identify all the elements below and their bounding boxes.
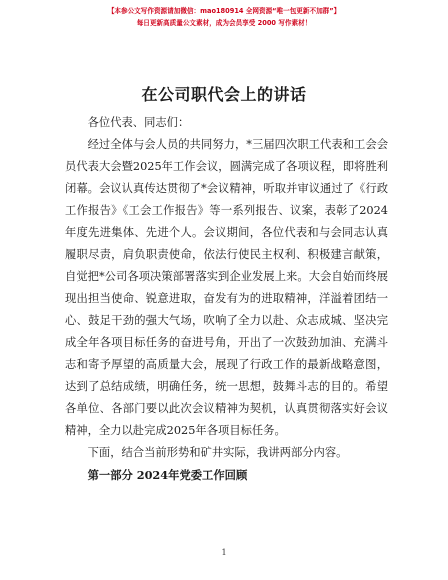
greeting: 各位代表、同志们： bbox=[87, 116, 190, 129]
paragraph-1: 经过全体与会人员的共同努力，*三届四次职工代表和工会会员代表大会暨2025年工作会议，圆满完成了各项议程，即将胜利闭幕。会议认真传达贯彻了*会议精神，听取并审议通过了《行政工作报告》《工会工作报告》等一系列报告、议案，表彰了2024年度先进集体、先进个人。会议期间，各位代表和与会同志认真履职尽责，肩负职责使命，依法行使民主权利、积极建言献策，自觉把*公司各项决策部署落实到企业发展上来。大会自始而终展现出担当使命、锐意进取，奋发有为的进取精神，洋溢着团结一心、鼓足干劲的强大气场，吹响了全力以赴、众志成城、坚决完成全年各项目标任务的奋进号角，开出了一次鼓劲加油、充满斗志和寄予厚望的高质量大会，展现了行政工作的最新战略意图，达到了总结成绩，明确任务，统一思想，鼓舞斗志的目的。希望各单位、各部门要以此次会议精神为契机，认真贯彻落实好会议精神，全力以赴完成2025年各项目标任务。 bbox=[65, 138, 388, 437]
promo-banner-line-1: 【本参公文写作资源请加微信：mao180914 全网资源“唯一包更新不加群”】 bbox=[107, 7, 341, 15]
page-number: 1 bbox=[221, 548, 227, 557]
promo-banner-line-2: 每日更新高质量公文素材，成为会员享受 2000 写作素材！ bbox=[136, 19, 312, 27]
paragraph-2: 下面，结合当前形势和矿井实际，我讲两部分内容。 bbox=[87, 446, 348, 459]
document-title: 在公司职代会上的讲话 bbox=[141, 85, 307, 104]
section-heading-1: 第一部分 2024年党委工作回顾 bbox=[87, 468, 248, 482]
document-body bbox=[65, 112, 388, 486]
promo-banner bbox=[0, 6, 448, 29]
